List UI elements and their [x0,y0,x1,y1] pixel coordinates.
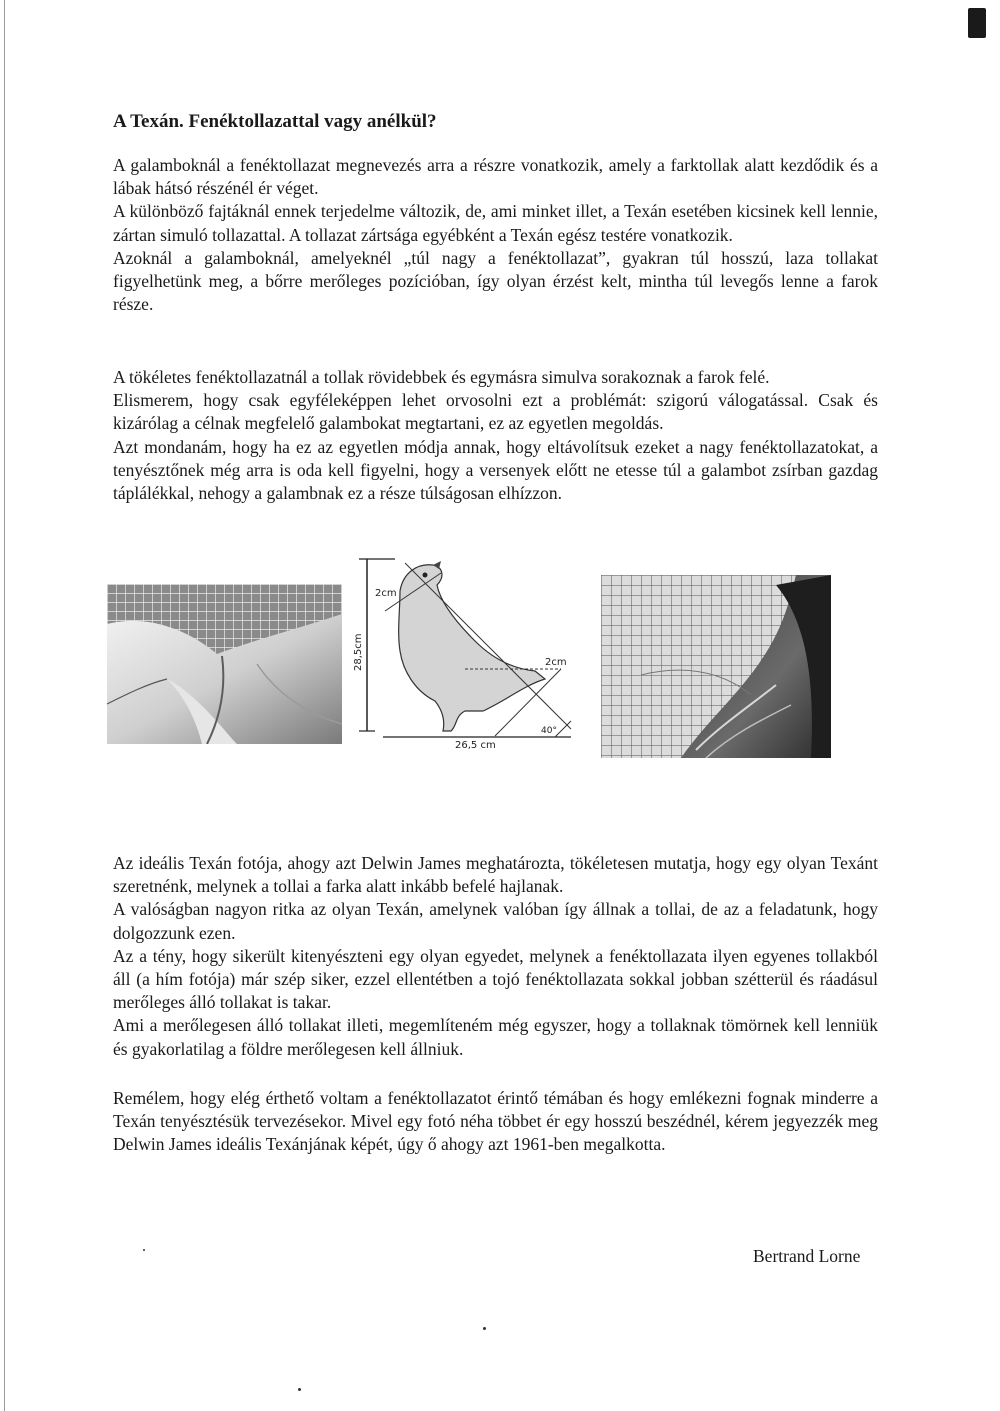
text-block-intro [113,154,878,316]
paragraph: Azoknál a galamboknál, amelyeknél „túl nagy a fenéktollazat”, gyakran túl hosszú, laza tollakat figyelhetünk meg, a bőrre merőleges pozícióban, így olyan érzést kelt, mintha túl levegős lenne a farok része. [113,247,878,315]
scan-speck [298,1388,301,1391]
scan-corner-mark [968,8,986,38]
text-block-ideal [113,852,878,1061]
author-signature: Bertrand Lorne [753,1246,861,1266]
paragraph: Azt mondanám, hogy ha ez az egyetlen módja annak, hogy eltávolítsuk ezeket a nagy fenéktollazatokat, a tenyésztőnek még arra is oda kell figyelni, hogy a versenyek előtt ne etesse túl a galambot zsírban gazdag táplálékkal, nehogy a galambnak ez a része túlságosan elhízzon. [113,436,878,504]
paragraph: Az ideális Texán fotója, ahogy azt Delwin James meghatározta, tökéletesen mutatja, hogy egy olyan Texánt szeretnénk, melynek a tollai a farka alatt inkább befelé hajlanak. [113,853,878,897]
label-angle: 40° [541,726,557,736]
photo-pigeon-rear-right [601,575,831,758]
paragraph: A galamboknál a fenéktollazat megnevezés arra a részre vonatkozik, amely a farktollak alatt kezdődik és a lábak hátsó részénél ér véget. [113,155,878,199]
paragraph: Az a tény, hogy sikerült kitenyészteni egy olyan egyedet, melynek a fenéktollazata ilyen egyenes tollakból áll (a hím fotója) már szép siker, ezzel ellentétben a tojó fenéktollazata sokkal jobban szétterül és ráadásul merőleges álló tollakat is takar. [113,945,878,1013]
scan-page-edge [4,0,5,1411]
paragraph: A különböző fajtáknál ennek terjedelme változik, de, ami minket illet, a Texán esetében kicsinek kell lennie, zártan simuló tollazattal. A tollazat zártsága egyébként a Texán egész testére vonatkozik. [113,201,878,245]
paragraph: Elismerem, hogy csak egyféleképpen lehet orvosolni ezt a problémát: szigorú válogatással. Csak és kizárólag a célnak megfelelő galambokat megtartani, ez az egyetlen megoldás. [113,390,878,434]
paragraph: Ami a merőlegesen álló tollakat illeti, megemlíteném még egyszer, hogy a tollaknak tömörnek kell lenniük és gyakorlatilag a földre merőlegesen kell állniuk. [113,1015,878,1059]
diagram-ideal-texan [345,551,581,750]
page-title: A Texán. Fenéktollazattal vagy anélkül? [113,111,437,132]
paragraph: A tökéletes fenéktollazatnál a tollak rövidebbek és egymásra simulva sorakoznak a farok felé. [113,367,770,387]
label-width: 26,5 cm [455,740,496,750]
scan-speck [143,1249,145,1251]
label-height: 28,5cm [353,633,364,671]
paragraph: Remélem, hogy elég érthető voltam a fenéktollazatot érintő témában és hogy emlékezni fognak minderre a Texán tenyésztésük tervezésekor. Mivel egy fotó néha többet ér egy hosszú beszédnél, kérem jegyezzék meg Delwin James ideális Texánjának képét, úgy ő ahogy azt 1961-ben megalkotta. [113,1088,878,1155]
scan-speck [483,1327,486,1330]
paragraph: A valóságban nagyon ritka az olyan Texán, amelynek valóban így állnak a tollai, de az a feladatunk, hogy dolgozzunk ezen. [113,899,878,943]
photo-pigeon-rear-left [107,584,342,744]
text-block-closing [113,1087,878,1157]
text-block-selection [113,366,878,505]
label-right: 2cm [545,657,567,668]
label-top: 2cm [375,588,397,599]
document-header [113,110,878,134]
